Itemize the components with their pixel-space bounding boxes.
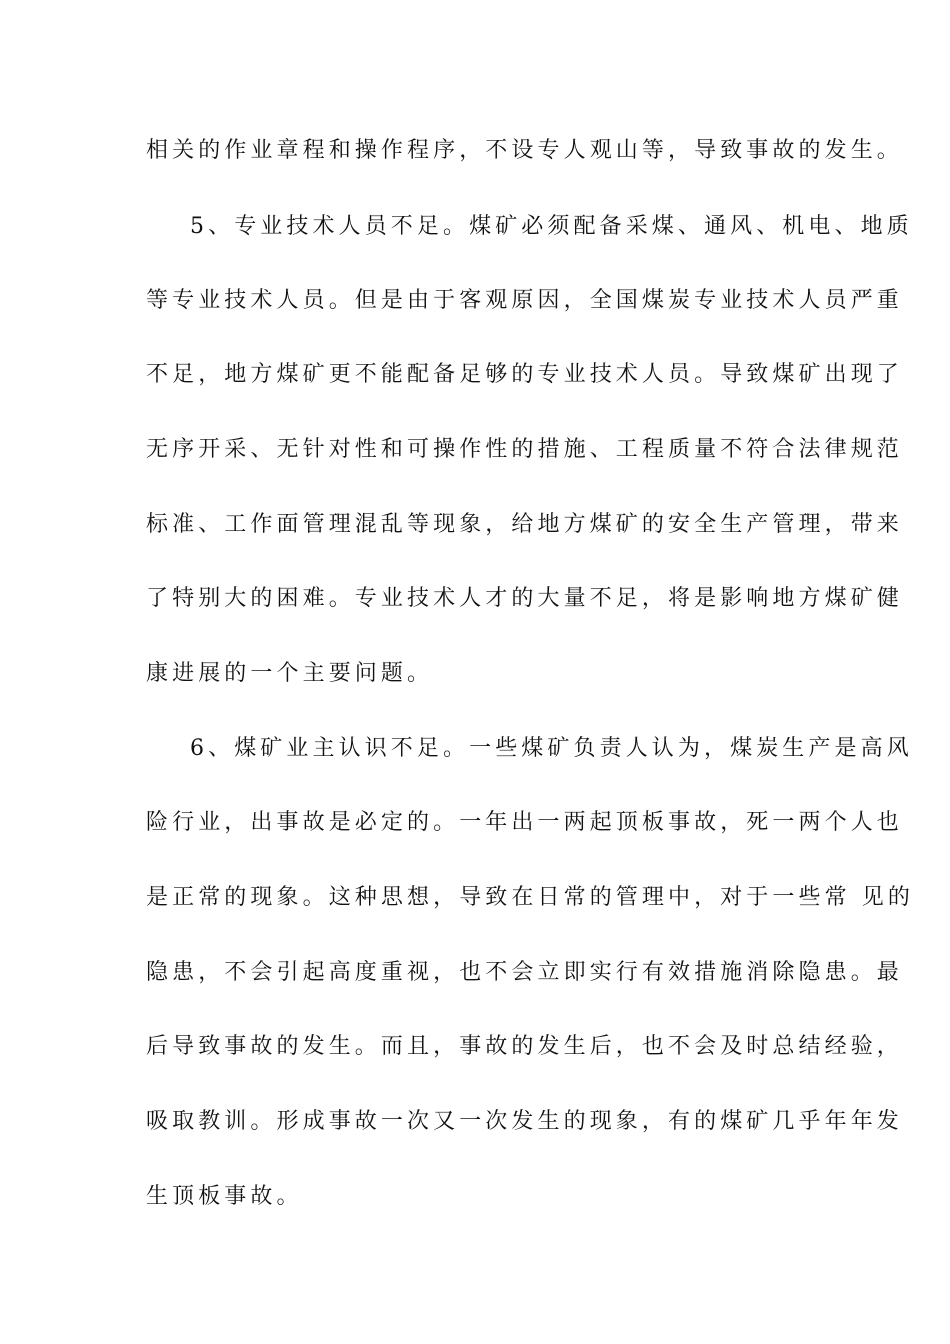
paragraph-6-first-line: 6、煤矿业主认识不足。一些煤矿负责人认为，煤炭生产是高风	[190, 736, 913, 761]
text-line: 隐患，不会引起高度重视，也不会立即实行有效措施消除隐患。最	[146, 960, 903, 985]
text-line: 吸取教训。形成事故一次又一次发生的现象，有的煤矿几乎年年发	[146, 1109, 903, 1134]
text-line: 不足，地方煤矿更不能配备足够的专业技术人员。导致煤矿出现了	[146, 362, 903, 387]
text-line: 了特别大的困难。专业技术人才的大量不足，将是影响地方煤矿健	[146, 586, 903, 611]
paragraph-5-first-line: 5、专业技术人员不足。煤矿必须配备采煤、通风、机电、地质	[190, 214, 913, 239]
text-line: 后导致事故的发生。而且，事故的发生后，也不会及时总结经验，	[146, 1034, 903, 1059]
text-line: 生顶板事故。	[146, 1184, 303, 1209]
text-line: 等专业技术人员。但是由于客观原因，全国煤炭专业技术人员严重	[146, 288, 903, 313]
text-line: 标准、工作面管理混乱等现象，给地方煤矿的安全生产管理，带来	[146, 512, 903, 537]
text-line: 险行业，出事故是必定的。一年出一两起顶板事故，死一两个人也	[146, 810, 903, 835]
text-line: 康进展的一个主要问题。	[146, 661, 434, 686]
text-line: 相关的作业章程和操作程序，不设专人观山等，导致事故的发生。	[146, 138, 903, 163]
text-line: 是正常的现象。这种思想，导致在日常的管理中，对于一些常 见的	[146, 885, 914, 910]
text-line: 无序开采、无针对性和可操作性的措施、工程质量不符合法律规范	[146, 437, 903, 462]
